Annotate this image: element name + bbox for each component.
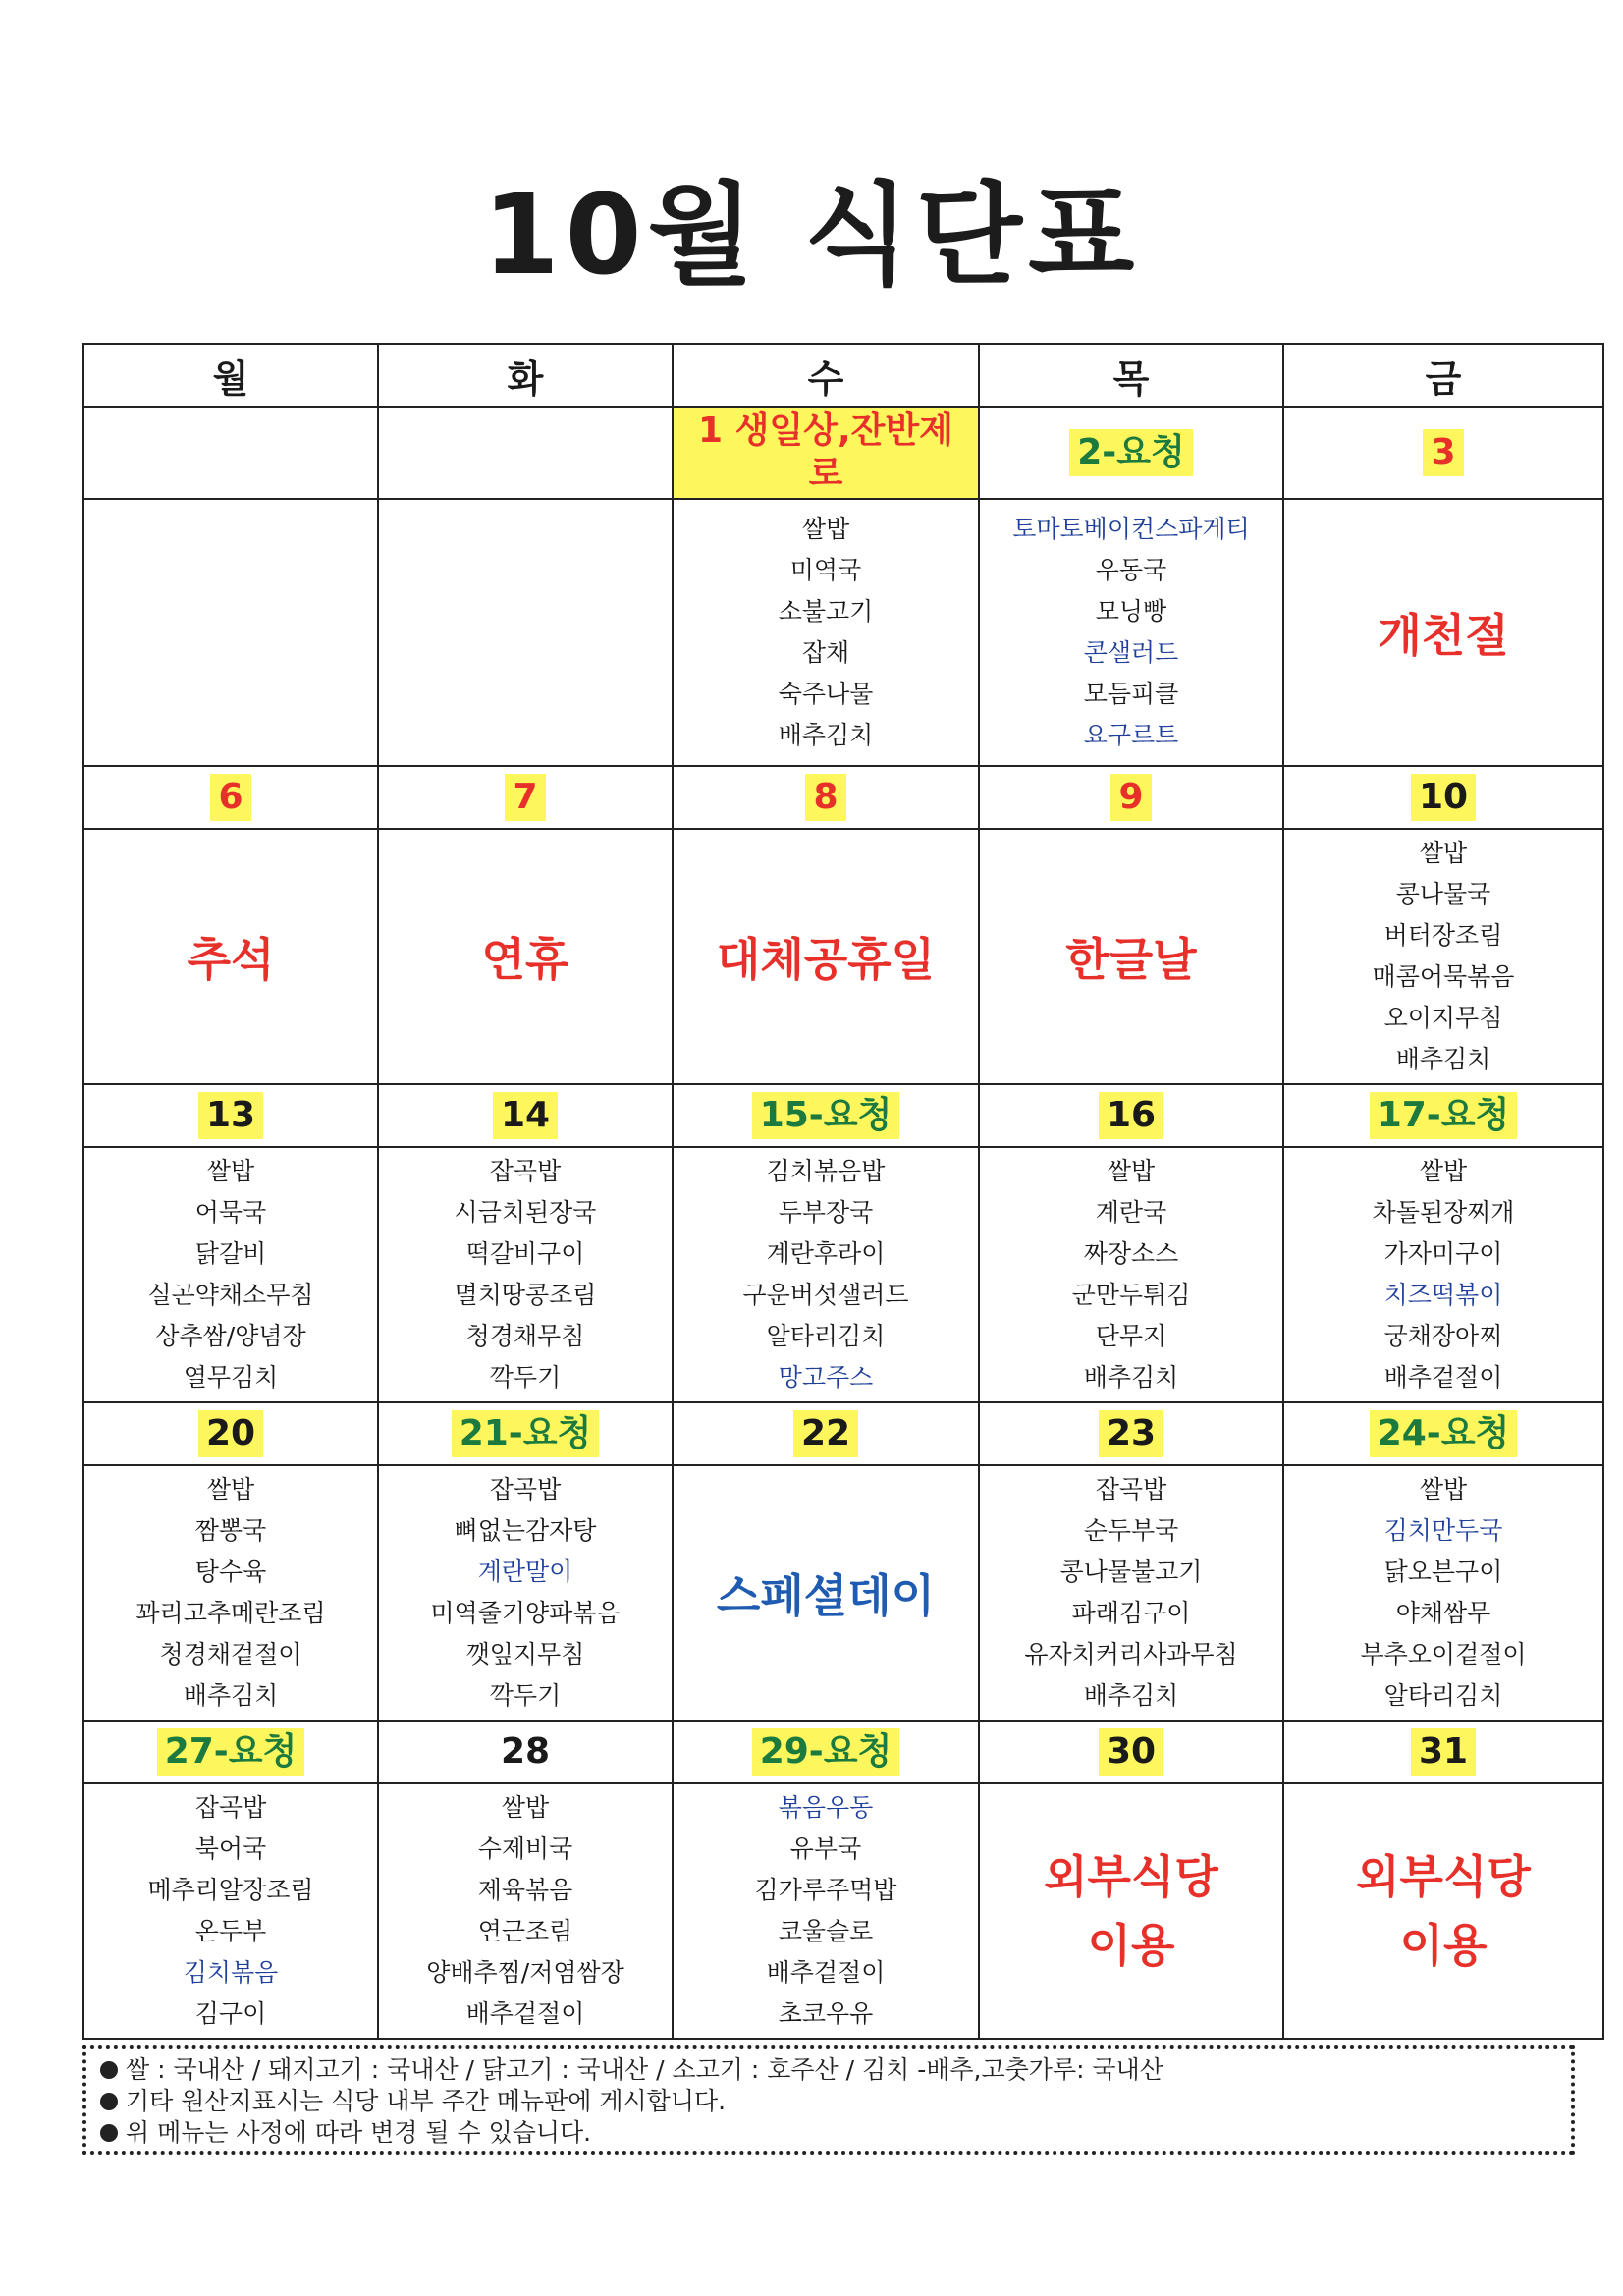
date-cell xyxy=(1283,407,1603,499)
date-label: 21-요청 xyxy=(452,1410,600,1457)
weekday-header: 화 xyxy=(378,344,673,407)
date-cell xyxy=(979,1402,1283,1465)
menu-cell xyxy=(673,829,979,1084)
menu-cell xyxy=(673,499,979,766)
menu-row xyxy=(83,1465,1603,1721)
date-label: 27-요청 xyxy=(157,1728,305,1776)
date-cell xyxy=(673,1721,979,1783)
menu-item: 잡곡밥 xyxy=(1095,1475,1167,1503)
date-cell xyxy=(1283,766,1603,829)
holiday-label: 개천절 xyxy=(1378,609,1509,662)
menu-item: 콘샐러드 xyxy=(1083,638,1179,667)
date-label: 15-요청 xyxy=(752,1092,900,1139)
menu-item: 치즈떡볶이 xyxy=(1383,1281,1503,1309)
menu-item: 부추오이겉절이 xyxy=(1360,1640,1527,1668)
date-label: 9 xyxy=(1110,774,1151,821)
menu-item: 어묵국 xyxy=(194,1198,267,1227)
menu-item: 코울슬로 xyxy=(778,1917,874,1945)
menu-item: 계란말이 xyxy=(477,1558,573,1586)
menu-item: 잡곡밥 xyxy=(489,1157,562,1185)
menu-items xyxy=(1284,837,1602,1076)
holiday-label: 대체공휴일 xyxy=(716,933,936,986)
date-row xyxy=(83,407,1603,499)
date-row xyxy=(83,1721,1603,1783)
menu-items xyxy=(980,513,1282,752)
menu-items xyxy=(674,1155,978,1394)
menu-item: 계란국 xyxy=(1095,1198,1167,1227)
menu-items xyxy=(379,1473,672,1713)
menu-item: 유부국 xyxy=(789,1834,862,1863)
menu-item: 잡곡밥 xyxy=(194,1793,267,1822)
date-cell xyxy=(83,766,378,829)
date-cell xyxy=(1283,1721,1603,1783)
menu-cell xyxy=(979,499,1283,766)
bullet-icon xyxy=(100,2124,118,2142)
note-line xyxy=(100,2054,1557,2086)
menu-cell xyxy=(673,1147,979,1402)
menu-item: 오이지무침 xyxy=(1383,1004,1503,1032)
date-label: 30 xyxy=(1099,1728,1163,1776)
date-label: 17-요청 xyxy=(1370,1092,1518,1139)
holiday-label: 추석 xyxy=(187,933,275,986)
date-label: 14 xyxy=(493,1092,558,1139)
menu-item: 김치볶음밥 xyxy=(766,1157,886,1185)
date-label: 3 xyxy=(1423,429,1463,476)
special-day-label: 스페셜데이 xyxy=(716,1569,936,1622)
menu-item: 쌀밥 xyxy=(206,1475,255,1503)
menu-item: 청경채무침 xyxy=(465,1322,585,1350)
note-text: 쌀 : 국내산 / 돼지고기 : 국내산 / 닭고기 : 국내산 / 소고기 : 호주산 / 김치 -배추,고춧가루: 국내산 xyxy=(126,2055,1163,2084)
menu-item: 쌀밥 xyxy=(501,1793,550,1822)
date-cell xyxy=(979,1721,1283,1783)
page-title: 10월 식단표 xyxy=(482,172,1141,300)
menu-item: 버터장조림 xyxy=(1383,921,1503,950)
menu-item: 두부장국 xyxy=(778,1198,874,1227)
menu-item: 김구이 xyxy=(194,1999,267,2028)
menu-items xyxy=(674,1791,978,2031)
menu-items xyxy=(1284,1155,1602,1394)
menu-cell xyxy=(979,1147,1283,1402)
menu-item: 파래김구이 xyxy=(1071,1599,1191,1627)
note-line xyxy=(100,2117,1557,2149)
menu-cell xyxy=(1283,1465,1603,1721)
menu-item: 깍두기 xyxy=(489,1681,562,1710)
menu-item: 열무김치 xyxy=(183,1363,279,1392)
menu-item: 수제비국 xyxy=(477,1834,573,1863)
menu-item: 궁채장아찌 xyxy=(1383,1322,1503,1350)
outside-dining-label: 이용 xyxy=(1399,1919,1488,1972)
menu-cell xyxy=(979,829,1283,1084)
menu-item: 꽈리고추메란조림 xyxy=(135,1599,326,1627)
menu-item: 멸치땅콩조림 xyxy=(454,1281,597,1309)
menu-row xyxy=(83,829,1603,1084)
menu-item: 청경채겉절이 xyxy=(159,1640,302,1668)
date-cell xyxy=(83,407,378,499)
date-cell xyxy=(673,1402,979,1465)
outside-dining-label: 이용 xyxy=(1087,1919,1175,1972)
menu-cell xyxy=(378,829,673,1084)
menu-item: 단무지 xyxy=(1095,1322,1167,1350)
menu-item: 쌀밥 xyxy=(1419,1157,1468,1185)
date-cell xyxy=(1283,1402,1603,1465)
menu-item: 배추김치 xyxy=(183,1681,279,1710)
menu-items xyxy=(379,1791,672,2031)
date-cell xyxy=(1283,1084,1603,1147)
menu-item: 닭오븐구이 xyxy=(1383,1558,1503,1586)
menu-item: 깍두기 xyxy=(489,1363,562,1392)
menu-item: 깻잎지무침 xyxy=(465,1640,585,1668)
menu-item: 배추김치 xyxy=(778,721,874,749)
menu-cell xyxy=(83,1147,378,1402)
menu-item: 초코우유 xyxy=(778,1999,874,2028)
weekday-header-row xyxy=(83,344,1603,407)
note-line xyxy=(100,2086,1557,2117)
menu-item: 닭갈비 xyxy=(194,1239,267,1268)
menu-cell xyxy=(378,499,673,766)
menu-item: 배추겉절이 xyxy=(465,1999,585,2028)
menu-item: 미역줄기양파볶음 xyxy=(430,1599,621,1627)
menu-item: 북어국 xyxy=(194,1834,267,1863)
date-cell xyxy=(673,407,979,499)
date-cell xyxy=(83,1721,378,1783)
weekday-header: 수 xyxy=(673,344,979,407)
menu-items xyxy=(84,1473,377,1713)
menu-item: 쌀밥 xyxy=(801,515,850,543)
menu-item: 군만두튀김 xyxy=(1071,1281,1191,1309)
date-row xyxy=(83,1402,1603,1465)
menu-item: 배추김치 xyxy=(1395,1045,1491,1073)
menu-item: 잡곡밥 xyxy=(489,1475,562,1503)
menu-cell xyxy=(83,1465,378,1721)
date-cell xyxy=(979,407,1283,499)
date-label: 6 xyxy=(210,774,250,821)
date-cell xyxy=(83,1402,378,1465)
weekday-header: 월 xyxy=(83,344,378,407)
menu-item: 메추리알장조림 xyxy=(147,1876,314,1904)
menu-items xyxy=(980,1155,1282,1394)
menu-items xyxy=(980,1473,1282,1713)
menu-item: 가자미구이 xyxy=(1383,1239,1503,1268)
menu-item: 떡갈비구이 xyxy=(465,1239,585,1268)
menu-items xyxy=(674,513,978,752)
date-label: 20 xyxy=(198,1410,263,1457)
menu-item: 김치볶음 xyxy=(183,1958,279,1987)
menu-item: 김가루주먹밥 xyxy=(754,1876,897,1904)
date-label: 1 생일상,잔반제로 xyxy=(674,408,978,498)
menu-cell xyxy=(1283,1147,1603,1402)
date-cell xyxy=(979,766,1283,829)
date-cell xyxy=(378,1721,673,1783)
menu-cell xyxy=(83,499,378,766)
menu-cell xyxy=(83,829,378,1084)
menu-cell xyxy=(378,1783,673,2039)
menu-item: 쌀밥 xyxy=(1419,839,1468,867)
menu-item: 쌀밥 xyxy=(1419,1475,1468,1503)
note-text: 위 메뉴는 사정에 따라 변경 될 수 있습니다. xyxy=(126,2118,592,2147)
date-label: 10 xyxy=(1411,774,1476,821)
note-text: 기타 원산지표시는 식당 내부 주간 메뉴판에 게시합니다. xyxy=(126,2087,727,2115)
date-label: 29-요청 xyxy=(752,1728,900,1776)
date-label: 16 xyxy=(1099,1092,1163,1139)
menu-item: 우동국 xyxy=(1095,556,1167,584)
date-label: 22 xyxy=(793,1410,858,1457)
date-cell xyxy=(378,1402,673,1465)
menu-item: 배추겉절이 xyxy=(766,1958,886,1987)
bullet-icon xyxy=(100,2093,118,2110)
menu-item: 짬뽕국 xyxy=(194,1516,267,1545)
notes-box xyxy=(82,2045,1575,2155)
menu-items xyxy=(84,1155,377,1394)
holiday-label: 한글날 xyxy=(1065,933,1197,986)
menu-row xyxy=(83,499,1603,766)
menu-cell xyxy=(378,1147,673,1402)
menu-item: 제육볶음 xyxy=(477,1876,573,1904)
menu-item: 순두부국 xyxy=(1083,1516,1179,1545)
date-cell xyxy=(378,766,673,829)
menu-item: 요구르트 xyxy=(1083,721,1179,749)
menu-cell xyxy=(673,1783,979,2039)
menu-cell xyxy=(1283,829,1603,1084)
menu-item: 온두부 xyxy=(194,1917,267,1945)
outside-dining-label: 외부식당 xyxy=(1044,1850,1218,1903)
menu-item: 숙주나물 xyxy=(778,680,874,708)
date-label: 23 xyxy=(1099,1410,1163,1457)
menu-cell xyxy=(979,1465,1283,1721)
menu-item: 배추김치 xyxy=(1083,1363,1179,1392)
menu-item: 쌀밥 xyxy=(1107,1157,1156,1185)
menu-item: 차돌된장찌개 xyxy=(1372,1198,1515,1227)
bullet-icon xyxy=(100,2061,118,2079)
menu-cell xyxy=(1283,1783,1603,2039)
date-row xyxy=(83,766,1603,829)
menu-item: 짜장소스 xyxy=(1083,1239,1179,1268)
date-cell xyxy=(378,1084,673,1147)
menu-item: 연근조림 xyxy=(477,1917,573,1945)
outside-dining-label: 외부식당 xyxy=(1356,1850,1531,1903)
menu-calendar-table xyxy=(82,343,1604,2040)
menu-item: 배추겉절이 xyxy=(1383,1363,1503,1392)
date-label: 7 xyxy=(505,774,545,821)
date-label: 24-요청 xyxy=(1370,1410,1518,1457)
menu-cell xyxy=(83,1783,378,2039)
date-row xyxy=(83,1084,1603,1147)
menu-item: 모닝빵 xyxy=(1095,597,1167,626)
weekday-header: 목 xyxy=(979,344,1283,407)
menu-items xyxy=(379,1155,672,1394)
calendar-body xyxy=(83,407,1603,2039)
menu-items xyxy=(84,1791,377,2031)
menu-item: 토마토베이컨스파게티 xyxy=(1012,515,1250,543)
menu-item: 유자치커리사과무침 xyxy=(1024,1640,1238,1668)
menu-item: 배추김치 xyxy=(1083,1681,1179,1710)
menu-item: 콩나물국 xyxy=(1395,880,1491,908)
menu-row xyxy=(83,1783,1603,2039)
menu-item: 김치만두국 xyxy=(1383,1516,1503,1545)
date-label: 8 xyxy=(805,774,845,821)
holiday-label: 연휴 xyxy=(481,933,569,986)
date-label: 2-요청 xyxy=(1069,429,1193,476)
weekday-header: 금 xyxy=(1283,344,1603,407)
menu-item: 실곤약채소무침 xyxy=(147,1281,314,1309)
menu-item: 상추쌈/양념장 xyxy=(155,1322,306,1350)
menu-item: 구운버섯샐러드 xyxy=(742,1281,909,1309)
menu-cell xyxy=(1283,499,1603,766)
date-cell xyxy=(673,1084,979,1147)
menu-item: 잡채 xyxy=(801,638,850,667)
menu-cell xyxy=(979,1783,1283,2039)
menu-item: 뼈없는감자탕 xyxy=(454,1516,597,1545)
menu-cell xyxy=(673,1465,979,1721)
menu-item: 망고주스 xyxy=(778,1363,874,1392)
menu-item: 계란후라이 xyxy=(766,1239,886,1268)
date-cell xyxy=(378,407,673,499)
menu-item: 모듬피클 xyxy=(1083,680,1179,708)
menu-item: 알타리김치 xyxy=(766,1322,886,1350)
date-cell xyxy=(979,1084,1283,1147)
menu-cell xyxy=(378,1465,673,1721)
menu-item: 알타리김치 xyxy=(1383,1681,1503,1710)
menu-item: 탕수육 xyxy=(194,1558,267,1586)
date-cell xyxy=(83,1084,378,1147)
menu-row xyxy=(83,1147,1603,1402)
date-label: 13 xyxy=(198,1092,263,1139)
menu-items xyxy=(1284,1473,1602,1713)
menu-item: 소불고기 xyxy=(778,597,874,626)
menu-item: 쌀밥 xyxy=(206,1157,255,1185)
menu-item: 양배추찜/저염쌈장 xyxy=(426,1958,624,1987)
menu-item: 볶음우동 xyxy=(778,1793,874,1822)
date-cell xyxy=(673,766,979,829)
menu-item: 야채쌈무 xyxy=(1395,1599,1491,1627)
menu-item: 콩나물불고기 xyxy=(1059,1558,1203,1586)
date-label: 28 xyxy=(500,1731,551,1772)
menu-item: 미역국 xyxy=(789,556,862,584)
menu-item: 시금치된장국 xyxy=(454,1198,597,1227)
date-label: 31 xyxy=(1411,1728,1476,1776)
menu-item: 매콤어묵볶음 xyxy=(1372,962,1515,991)
